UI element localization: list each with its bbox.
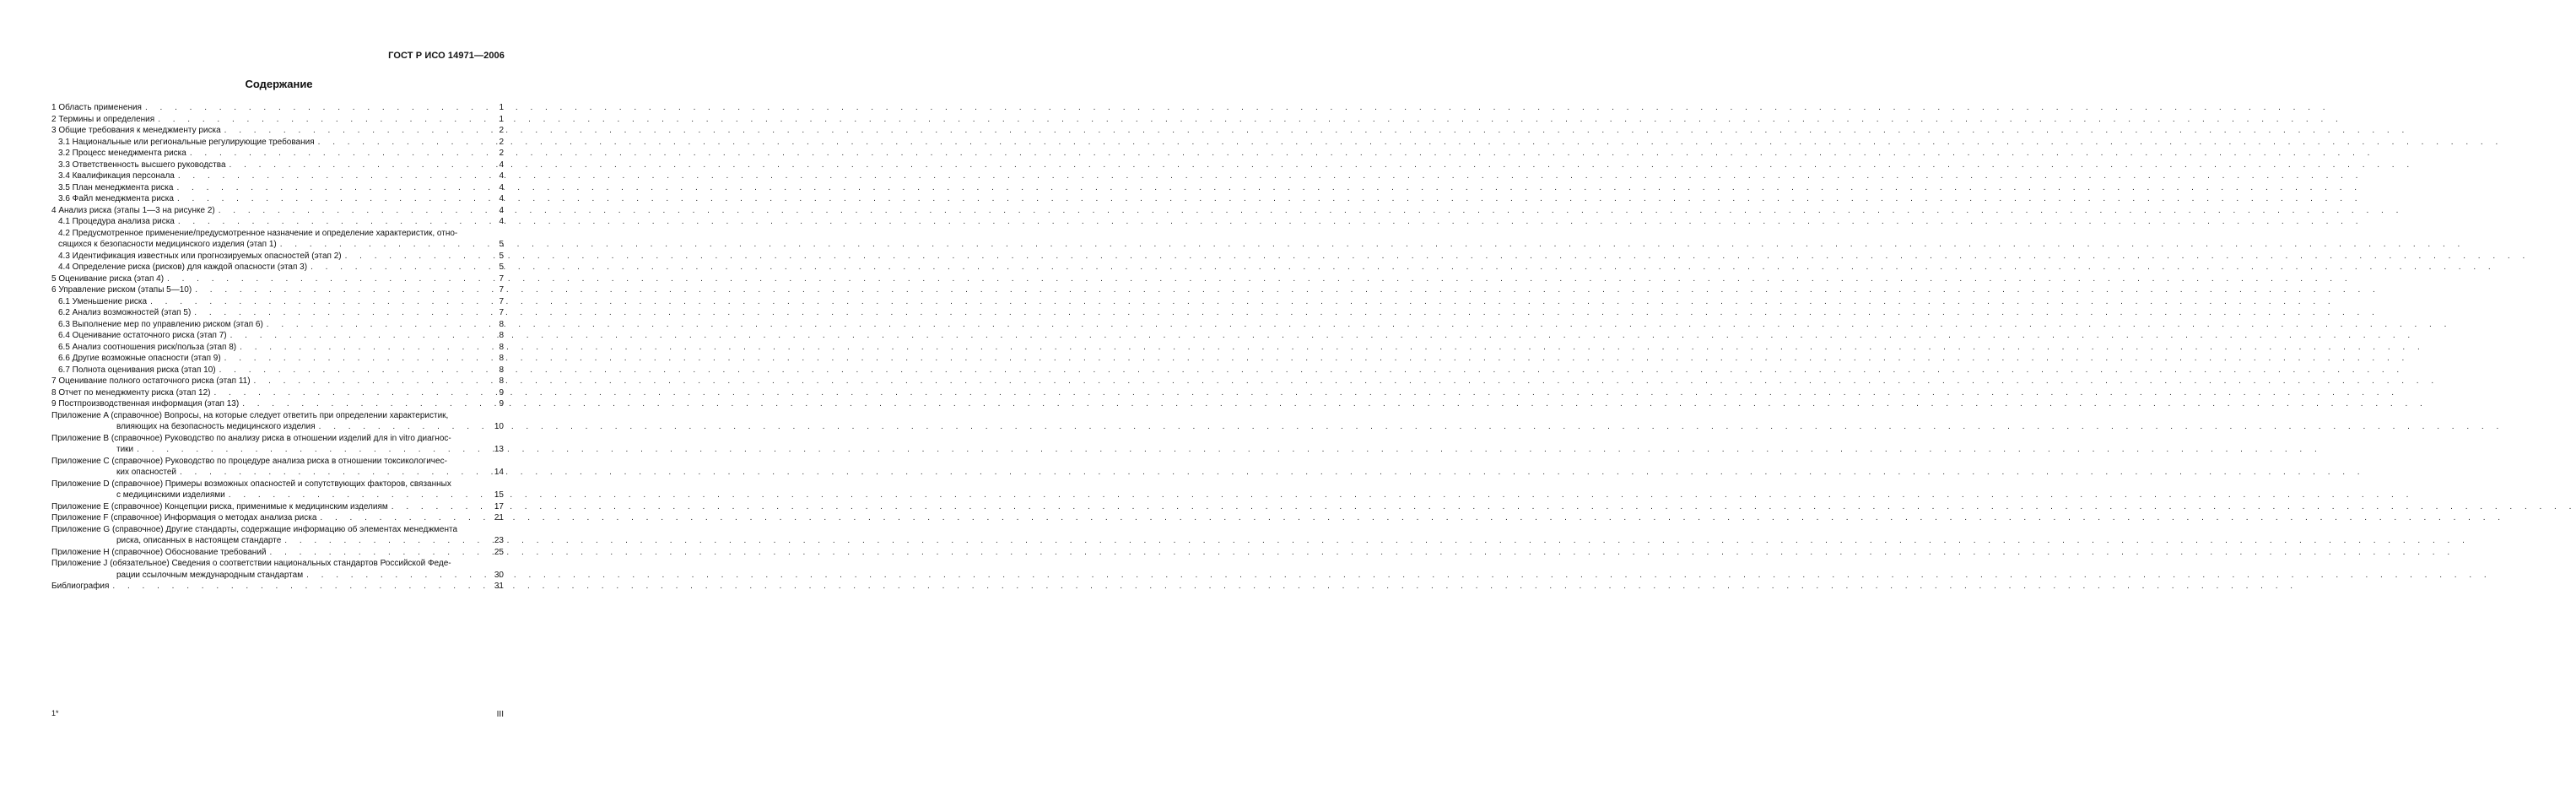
toc-entry <box>51 319 504 331</box>
toc-entry-title: 1 Область применения <box>51 103 142 112</box>
annex-title-cont: ких опасностей <box>116 468 176 477</box>
toc-entry-page: 17 <box>494 501 504 511</box>
toc-entry-page: 13 <box>494 445 504 454</box>
annex-label: Приложение D (справочное) Примеры возможных опасностей и сопутствующих факторов, связанных <box>51 479 451 489</box>
toc-leader <box>226 160 492 171</box>
toc-entry-title: 6.7 Полнота оценивания риска (этап 10) <box>58 365 216 375</box>
toc-entry <box>51 160 504 171</box>
annex-title-cont: рации ссылочным международным стандартам <box>116 570 304 580</box>
toc-entry-page: 31 <box>494 582 504 591</box>
toc-entry-page: 5 <box>499 240 504 249</box>
toc-entry-page: 21 <box>494 513 504 522</box>
toc-leader <box>239 398 492 410</box>
toc-leader <box>191 307 492 319</box>
toc-entry-title: 8 Отчет по менеджменту риска (этап 12) <box>51 387 211 398</box>
toc-entry-page: 23 <box>494 536 504 545</box>
toc-entry-title: 4.4 Определение риска (рисков) для каждой опасности (этап 3) <box>58 262 308 272</box>
toc-entry-page: 8 <box>499 331 504 340</box>
toc-leader <box>221 125 492 137</box>
toc-annex-line <box>51 535 504 547</box>
toc-annex <box>51 501 504 513</box>
toc-entry-page: 4 <box>499 171 504 181</box>
annex-label: Приложение C (справочное) Руководство по процедуре анализа риска в отношении токсикологичес- <box>51 456 447 466</box>
toc-entry <box>51 387 504 399</box>
annex-label: Приложение E (справочное) Концепции риска, применимые к медицинским изделиям <box>51 501 388 511</box>
toc-entry <box>51 365 504 376</box>
toc-entry-page: 8 <box>499 319 504 329</box>
toc-leader <box>174 193 492 205</box>
toc-entry <box>51 102 504 114</box>
toc-annex <box>51 410 504 433</box>
toc-entry-title: 2 Термины и определения <box>51 114 155 124</box>
toc-leader <box>316 512 492 524</box>
toc-entry-page: 4 <box>499 182 504 192</box>
toc-entry-title: 6.3 Выполнение мер по управлению риском (этап 6) <box>58 319 263 329</box>
toc-entry-title: 6.2 Анализ возможностей (этап 5) <box>58 308 192 317</box>
toc-entry <box>51 114 504 126</box>
toc-entry <box>51 205 504 217</box>
toc-annex-line <box>51 524 504 536</box>
toc-leader <box>277 239 492 251</box>
annex-title-cont: риска, описанных в настоящем стандарте <box>116 536 282 545</box>
toc-leader <box>109 581 492 592</box>
toc-leader <box>263 319 492 331</box>
toc-leader <box>215 205 492 217</box>
toc-leader <box>221 353 492 365</box>
table-of-contents <box>51 102 504 592</box>
toc-entry-page: 7 <box>499 296 504 306</box>
toc-entry-page: 2 <box>499 137 504 147</box>
toc-entry-page: 4 <box>499 205 504 215</box>
toc-annex-line <box>51 490 504 501</box>
toc-entry <box>51 137 504 149</box>
toc-entry <box>51 353 504 365</box>
toc-entry-page: 5 <box>499 251 504 261</box>
toc-annex <box>51 433 504 456</box>
toc-entry-page: 1 <box>499 103 504 112</box>
toc-leader <box>173 182 492 194</box>
toc-entry <box>51 273 504 285</box>
toc-entry-page: 4 <box>499 194 504 203</box>
toc-annex <box>51 558 504 581</box>
toc-entry-title: 3 Общие требования к менеджменту риска <box>51 126 221 135</box>
doc-id: ГОСТ Р ИСО 14971—2006 <box>388 51 505 61</box>
annex-label: Приложение H (справочное) Обоснование требований <box>51 547 267 557</box>
toc-bibliography <box>51 581 504 592</box>
annex-title-cont: влияющих на безопасность медицинского изделия <box>116 422 316 431</box>
toc-entry <box>51 262 504 273</box>
toc-entry-title: 4.2 Предусмотренное применение/предусмотренное назначение и определение характеристик, отно- <box>58 228 458 238</box>
toc-entry-title: 3.3 Ответственность высшего руководства <box>58 160 226 170</box>
annex-label: Приложение F (справочное) Информация о методах анализа риска <box>51 513 317 522</box>
toc-leader <box>267 547 492 559</box>
toc-entry-page: 1 <box>499 114 504 124</box>
toc-entry <box>51 148 504 160</box>
toc-entry <box>51 342 504 354</box>
toc-annex-line <box>51 558 504 570</box>
toc-entry-page: 2 <box>499 149 504 158</box>
toc-entry-title: 3.5 План менеджмента риска <box>58 182 174 192</box>
toc-entry <box>51 307 504 319</box>
toc-annex-line <box>51 456 504 468</box>
toc-entry-title: 3.1 Национальные или региональные регулирующие требования <box>58 137 315 147</box>
toc-entry-page: 7 <box>499 285 504 295</box>
toc-leader <box>281 535 492 547</box>
toc-annex-line <box>51 501 504 513</box>
toc-entry-title: 7 Оценивание полного остаточного риска (этап 11) <box>51 376 251 386</box>
toc-leader <box>175 170 492 182</box>
toc-entry-page: 25 <box>494 547 504 557</box>
toc-entry-title: 3.2 Процесс менеджмента риска <box>58 149 186 158</box>
toc-leader <box>154 114 492 126</box>
toc-entry-page: 10 <box>494 422 504 431</box>
toc-annex-line <box>51 547 504 559</box>
toc-entry-page: 4 <box>499 160 504 170</box>
toc-entry-page: 2 <box>499 126 504 135</box>
toc-entry-title: сящихся к безопасности медицинского изделия (этап 1) <box>58 240 277 249</box>
toc-leader <box>236 342 492 354</box>
toc-entry-title: 6.1 Уменьшение риска <box>58 296 148 306</box>
toc-leader <box>142 102 492 114</box>
toc-entry <box>51 330 504 342</box>
toc-entry <box>51 182 504 194</box>
toc-entry-page: 9 <box>499 387 504 398</box>
toc-entry-page: 7 <box>499 308 504 317</box>
toc-annex <box>51 479 504 501</box>
toc-leader <box>147 296 492 308</box>
toc-leader <box>210 387 492 399</box>
toc-entry <box>51 239 504 251</box>
toc-leader <box>225 490 492 501</box>
toc-leader <box>216 365 492 376</box>
toc-leader <box>133 444 492 456</box>
toc-entry <box>51 284 504 296</box>
toc-entry-page: 8 <box>499 376 504 386</box>
toc-entry <box>51 193 504 205</box>
toc-entry <box>51 170 504 182</box>
toc-entry <box>51 228 504 240</box>
toc-entry-title: 5 Оценивание риска (этап 4) <box>51 273 165 284</box>
toc-entry-title: 6 Управление риском (этапы 5—10) <box>51 285 192 295</box>
toc-annex-line <box>51 444 504 456</box>
toc-leader <box>176 467 492 479</box>
toc-leader <box>303 570 492 582</box>
toc-annex-line <box>51 479 504 490</box>
toc-annex-line <box>51 410 504 422</box>
toc-annex <box>51 512 504 524</box>
annex-label: Приложение B (справочное) Руководство по анализу риска в отношении изделий для in vitro диагнос- <box>51 433 451 443</box>
toc-leader <box>227 330 492 342</box>
toc-annex <box>51 456 504 479</box>
toc-entry <box>51 376 504 387</box>
toc-entry <box>51 398 504 410</box>
toc-annex <box>51 547 504 559</box>
toc-leader <box>388 501 492 513</box>
toc-annex <box>51 524 504 547</box>
sheet-mark: 1* <box>51 709 59 717</box>
toc-leader <box>316 421 492 433</box>
annex-label: Приложение A (справочное) Вопросы, на которые следует ответить при определении характеристик, <box>51 410 449 420</box>
annex-label: Приложение J (обязательное) Сведения о соответствии национальных стандартов Российской Феде- <box>51 559 451 568</box>
toc-leader <box>186 148 492 160</box>
toc-entry <box>51 296 504 308</box>
toc-entry <box>51 251 504 262</box>
toc-leader <box>164 273 492 285</box>
toc-entry-page: 30 <box>494 570 504 580</box>
toc-entry-title: Библиография <box>51 582 110 591</box>
page-title: Содержание <box>245 78 313 90</box>
page-number: III <box>496 710 504 719</box>
toc-annex-line <box>51 512 504 524</box>
toc-annex-line <box>51 467 504 479</box>
toc-entry-page: 9 <box>499 399 504 409</box>
toc-annex-line <box>51 570 504 582</box>
toc-entry <box>51 125 504 137</box>
toc-annex-line <box>51 421 504 433</box>
toc-entry-page: 5 <box>499 262 504 272</box>
annex-title-cont: с медицинскими изделиями <box>116 490 225 500</box>
toc-leader <box>192 284 492 296</box>
toc-leader <box>307 262 492 273</box>
toc-leader <box>251 376 492 387</box>
toc-entry-page: 8 <box>499 342 504 352</box>
toc-entry-page: 14 <box>494 468 504 477</box>
toc-entry-page: 15 <box>494 490 504 500</box>
toc-leader <box>175 216 492 228</box>
annex-label: Приложение G (справочное) Другие стандарты, содержащие информацию об элементах менеджмента <box>51 524 458 534</box>
toc-entry-title: 6.5 Анализ соотношения риск/польза (этап 8) <box>58 342 237 352</box>
toc-leader <box>315 137 492 149</box>
toc-entry-page: 8 <box>499 354 504 363</box>
toc-leader <box>342 251 492 262</box>
toc-entry-title: 3.6 Файл менеджмента риска <box>58 194 174 203</box>
toc-entry-title: 6.6 Другие возможные опасности (этап 9) <box>58 354 221 363</box>
toc-entry-title: 4.1 Процедура анализа риска <box>58 217 175 226</box>
toc-entry-page: 8 <box>499 365 504 375</box>
toc-entry-title: 6.4 Оценивание остаточного риска (этап 7) <box>58 331 227 340</box>
annex-title-cont: тики <box>116 445 134 454</box>
toc-entry-title: 9 Постпроизводственная информация (этап 13) <box>51 399 240 409</box>
toc-annex-line <box>51 433 504 445</box>
toc-entry-page: 4 <box>499 217 504 226</box>
toc-entry-page: 7 <box>499 273 504 284</box>
toc-entry <box>51 216 504 228</box>
toc-entry-title: 4 Анализ риска (этапы 1—3 на рисунке 2) <box>51 205 215 215</box>
toc-entry-title: 3.4 Квалификация персонала <box>58 171 175 181</box>
toc-entry-title: 4.3 Идентификация известных или прогнозируемых опасностей (этап 2) <box>58 251 342 261</box>
